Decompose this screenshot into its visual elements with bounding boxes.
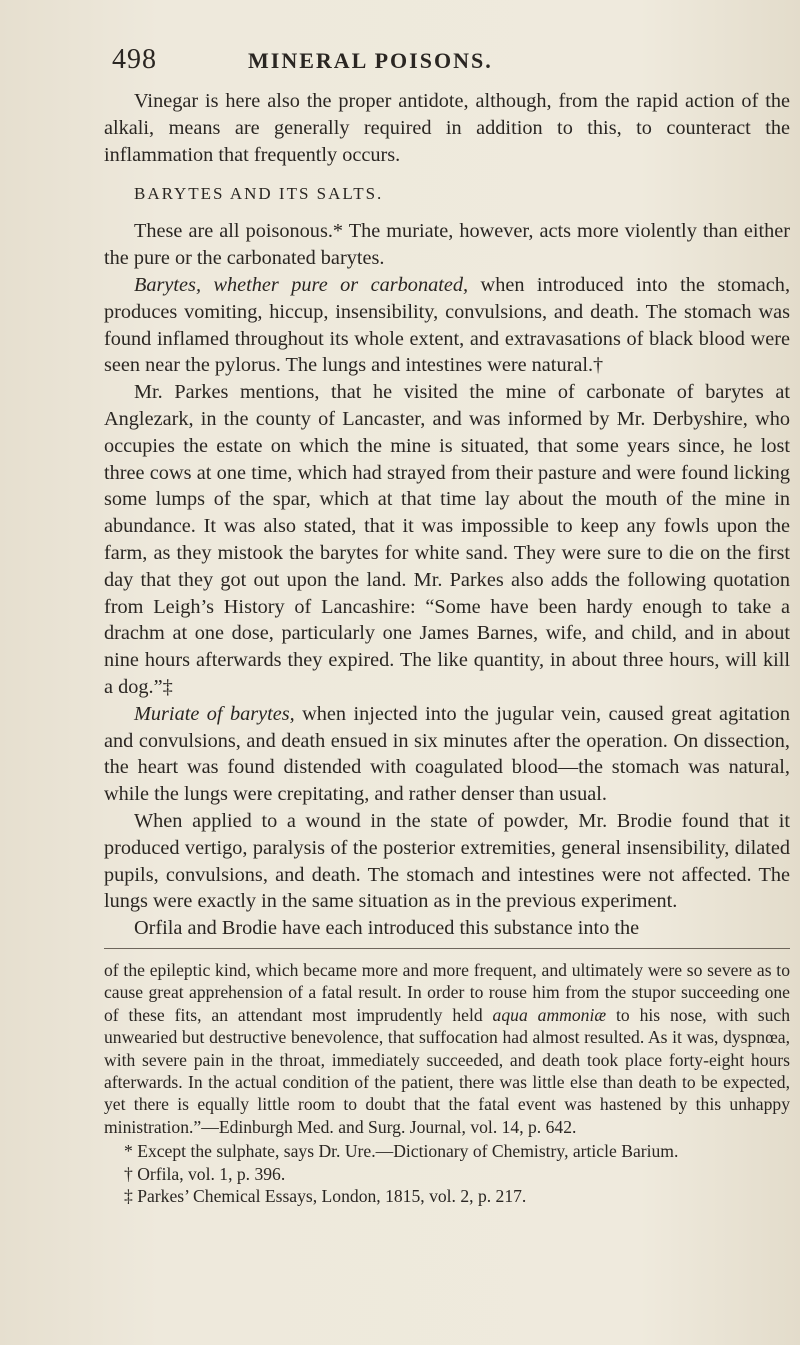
muriate-italic-term: Muriate of barytes, (134, 702, 295, 725)
paragraph-orfila: Orfila and Brodie have each introduced this substance into the (134, 917, 640, 940)
paragraph-brodie: When applied to a wound in the state of powder, Mr. Brodie found that it produced vertigo, paralysis of the posterior extremities, general insensibility, dilated pupils, convulsions, and death. The stomach and intestines were not affected. The lungs were exactly in the same situation as in the previous experiment. (104, 809, 790, 913)
footnote-continuation (104, 959, 790, 1138)
page-number: 498 (112, 44, 157, 75)
paragraph-poisonous: These are all poisonous.* The muriate, however, acts more violently than either the pure or the carbonated barytes. (104, 220, 790, 270)
section-heading: BARYTES AND ITS SALTS. (134, 184, 384, 204)
barytes-italic-term: Barytes, whether pure or carbonated, (134, 273, 469, 296)
paragraph-vinegar: Vinegar is here also the proper antidote, although, from the rapid action of the alkali, means are generally required in addition to this, to counteract the inflammation that frequently occurs. (104, 90, 790, 166)
footnote-continuation-part2: to his nose, with such unwearied but destructive benevolence, that suffocation had almost resulted. As it was, dyspnœa, with severe pain in the throat, immediately succeeded, and death took place forty-eight hours afterwards. In the actual condition of the patient, there was little else than death to be expected, yet there is equally little room to doubt that the fatal event was hastened by this unhappy ministration.”—Edinburgh Med. and Surg. Journal, vol. 14, p. 642. (104, 1004, 791, 1137)
footnote-divider (104, 948, 790, 949)
footnote-list (104, 1140, 790, 1207)
footnote-asterisk: * Except the sulphate, says Dr. Ure.—Dictionary of Chemistry, article Barium. (124, 1141, 679, 1162)
footnote-continuation-part1: of the epileptic kind, which became more and more frequent, and ultimately were so severe as to cause great apprehension of a fatal result. In order to rouse him from the stupor succeeding one of these fits, an attendant most imprudently held (104, 959, 790, 1025)
muriate-text: when injected into the jugular vein, caused great agitation and convulsions, and death ensued in six minutes after the operation. On dissection, the heart was found distended with coagulated blood—the stomach was natural, while the lungs were crepitating, and rather denser than usual. (104, 702, 790, 806)
paragraph-barytes-effects (104, 272, 790, 379)
main-text (104, 88, 790, 1207)
paragraph-muriate (104, 701, 790, 808)
footnote-double-dagger: ‡ Parkes’ Chemical Essays, London, 1815, vol. 2, p. 217. (124, 1185, 527, 1206)
barytes-effects-text: when introduced into the stomach, produces vomiting, hiccup, insensibility, convulsions, and death. The stomach was found inflamed throughout its whole extent, and extravasations of black blood were seen near the pylorus. The lungs and intestines were natural.† (104, 273, 791, 377)
footnote-italic-term: aqua ammoniæ (492, 1004, 607, 1025)
footnote-continuation-text (104, 959, 790, 1138)
paragraph-parkes: Mr. Parkes mentions, that he visited the mine of carbonate of barytes at Anglezark, in the county of Lancaster, and was informed by Mr. Derbyshire, who occupies the estate on which the mine is situated, that some years since, he lost three cows at one time, which had strayed from their pasture and were found licking some lumps of the spar, which at that time lay about the mouth of the mine in abundance. It was also stated, that it was impossible to keep any fowls upon the farm, as they mistook the barytes for white sand. They were sure to die on the first day that they got out upon the land. Mr. Parkes also adds the following quotation from Leigh’s History of Lancashire: “Some have been hardy enough to take a drachm at one dose, particularly one James Barnes, wife, and child, and in about nine hours afterwards they expired. The like quantity, in about three hours, will kill a dog.”‡ (104, 381, 790, 698)
running-head: MINERAL POISONS. (248, 48, 493, 73)
footnote-dagger: † Orfila, vol. 1, p. 396. (124, 1163, 286, 1184)
page-header (112, 44, 752, 84)
